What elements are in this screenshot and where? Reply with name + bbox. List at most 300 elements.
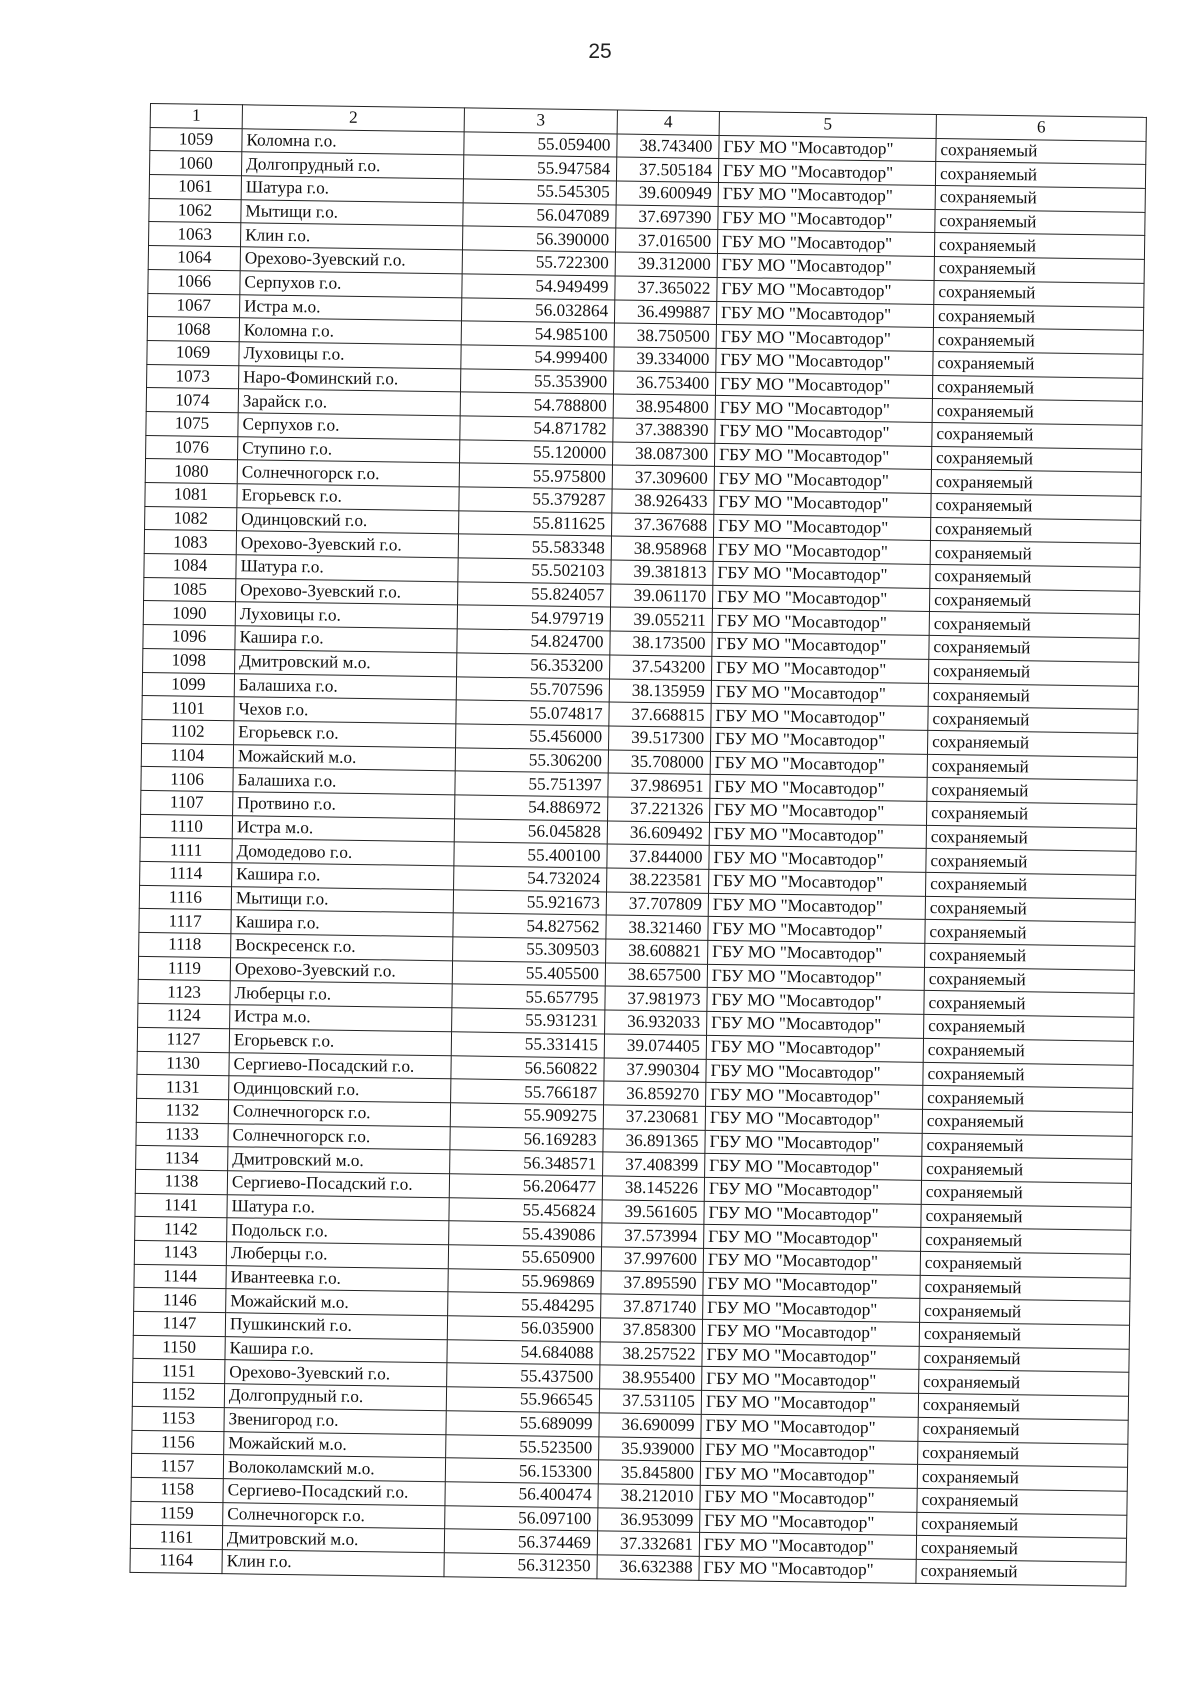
cell-latitude: 55.722300	[462, 250, 615, 276]
cell-row-number: 1152	[132, 1383, 224, 1408]
cell-longitude: 39.312000	[615, 252, 717, 277]
cell-row-number: 1164	[130, 1548, 222, 1573]
cell-organization: ГБУ МО "Мосавтодор"	[714, 467, 931, 494]
cell-latitude: 54.788800	[460, 392, 613, 418]
cell-municipality: Люберцы г.о.	[226, 1242, 448, 1269]
cell-status: сохраняемый	[916, 1559, 1126, 1586]
cell-status: сохраняемый	[918, 1393, 1128, 1420]
cell-municipality: Луховицы г.о.	[235, 602, 457, 629]
cell-status: сохраняемый	[932, 375, 1142, 402]
cell-municipality: Истра м.о.	[230, 1005, 452, 1032]
cell-status: сохраняемый	[925, 896, 1135, 923]
cell-municipality: Можайский м.о.	[233, 744, 455, 771]
cell-longitude: 37.858300	[600, 1318, 702, 1343]
cell-row-number: 1144	[134, 1264, 226, 1289]
cell-status: сохраняемый	[926, 849, 1136, 876]
cell-longitude: 38.743400	[617, 134, 719, 159]
cell-latitude: 55.437500	[447, 1363, 600, 1389]
cell-row-number: 1106	[141, 767, 233, 792]
cell-status: сохраняемый	[927, 754, 1137, 781]
cell-organization: ГБУ МО "Мосавтодор"	[701, 1414, 918, 1441]
cell-longitude: 36.753400	[613, 371, 715, 396]
cell-row-number: 1066	[148, 269, 240, 294]
cell-municipality: Ивантеевка г.о.	[226, 1265, 448, 1292]
cell-municipality: Одинцовский г.о.	[237, 507, 459, 534]
cell-longitude: 39.381813	[611, 560, 713, 585]
cell-municipality: Солнечногорск г.о.	[228, 1100, 450, 1127]
cell-municipality: Чехов г.о.	[234, 697, 456, 724]
cell-organization: ГБУ МО "Мосавтодор"	[705, 1130, 922, 1157]
cell-latitude: 55.059400	[464, 132, 617, 158]
cell-longitude: 39.074405	[604, 1034, 706, 1059]
cell-longitude: 37.997600	[601, 1247, 703, 1272]
cell-row-number: 1138	[135, 1169, 227, 1194]
cell-latitude: 54.985100	[461, 321, 614, 347]
cell-municipality: Одинцовский г.о.	[229, 1076, 451, 1103]
cell-longitude: 36.859270	[604, 1081, 706, 1106]
cell-row-number: 1147	[133, 1311, 225, 1336]
cell-organization: ГБУ МО "Мосавтодор"	[701, 1390, 918, 1417]
cell-organization: ГБУ МО "Мосавтодор"	[715, 419, 932, 446]
cell-municipality: Кашира г.о.	[225, 1336, 447, 1363]
cell-latitude: 55.545305	[463, 179, 616, 205]
cell-latitude: 55.400100	[454, 842, 607, 868]
cell-organization: ГБУ МО "Мосавтодор"	[709, 846, 926, 873]
cell-status: сохраняемый	[919, 1370, 1129, 1397]
cell-organization: ГБУ МО "Мосавтодор"	[714, 443, 931, 470]
cell-row-number: 1074	[146, 388, 238, 413]
cell-municipality: Ступино г.о.	[238, 436, 460, 463]
cell-organization: ГБУ МО "Мосавтодор"	[712, 609, 929, 636]
cell-organization: ГБУ МО "Мосавтодор"	[704, 1225, 921, 1252]
cell-latitude: 56.169283	[450, 1126, 603, 1152]
cell-status: сохраняемый	[921, 1180, 1131, 1207]
cell-organization: ГБУ МО "Мосавтодор"	[699, 1533, 916, 1560]
cell-row-number: 1156	[132, 1430, 224, 1455]
cell-organization: ГБУ МО "Мосавтодор"	[717, 254, 934, 281]
cell-latitude: 55.439086	[449, 1221, 602, 1247]
cell-municipality: Егорьевск г.о.	[237, 484, 459, 511]
cell-latitude: 55.811625	[459, 511, 612, 537]
cell-latitude: 55.306200	[455, 747, 608, 773]
cell-municipality: Серпухов г.о.	[238, 413, 460, 440]
cell-organization: ГБУ МО "Мосавтодор"	[703, 1296, 920, 1323]
cell-municipality: Шатура г.о.	[241, 176, 463, 203]
cell-latitude: 56.560822	[451, 1055, 604, 1081]
cell-row-number: 1111	[140, 838, 232, 863]
cell-row-number: 1123	[138, 980, 230, 1005]
cell-organization: ГБУ МО "Мосавтодор"	[716, 348, 933, 375]
cell-longitude: 37.871740	[601, 1294, 703, 1319]
cell-municipality: Дмитровский м.о.	[228, 1147, 450, 1174]
cell-row-number: 1085	[144, 577, 236, 602]
cell-longitude: 39.055211	[610, 607, 712, 632]
cell-latitude: 54.949499	[462, 274, 615, 300]
cell-municipality: Шатура г.о.	[227, 1194, 449, 1221]
cell-organization: ГБУ МО "Мосавтодор"	[718, 159, 935, 186]
cell-row-number: 1142	[135, 1217, 227, 1242]
cell-longitude: 38.257522	[600, 1342, 702, 1367]
cell-row-number: 1083	[144, 530, 236, 555]
cell-status: сохраняемый	[930, 517, 1140, 544]
cell-latitude: 56.035900	[447, 1316, 600, 1342]
cell-municipality: Долгопрудный г.о.	[241, 152, 463, 179]
cell-status: сохраняемый	[925, 920, 1135, 947]
cell-longitude: 36.632388	[597, 1555, 699, 1580]
cell-longitude: 37.543200	[610, 655, 712, 680]
cell-organization: ГБУ МО "Мосавтодор"	[707, 988, 924, 1015]
cell-row-number: 1110	[140, 814, 232, 839]
cell-row-number: 1151	[133, 1359, 225, 1384]
cell-longitude: 36.953099	[598, 1507, 700, 1532]
cell-organization: ГБУ МО "Мосавтодор"	[711, 680, 928, 707]
cell-latitude: 55.824057	[458, 582, 611, 608]
cell-status: сохраняемый	[923, 1086, 1133, 1113]
cell-longitude: 37.221326	[608, 797, 710, 822]
cell-row-number: 1107	[141, 790, 233, 815]
cell-status: сохраняемый	[935, 186, 1145, 213]
cell-organization: ГБУ МО "Мосавтодор"	[711, 704, 928, 731]
cell-longitude: 37.332681	[597, 1531, 699, 1556]
cell-row-number: 1116	[139, 885, 231, 910]
cell-status: сохраняемый	[929, 588, 1139, 615]
cell-organization: ГБУ МО "Мосавтодор"	[702, 1319, 919, 1346]
cell-longitude: 38.955400	[600, 1365, 702, 1390]
cell-municipality: Сергиево-Посадский г.о.	[227, 1171, 449, 1198]
cell-row-number: 1076	[146, 435, 238, 460]
cell-latitude: 56.348571	[450, 1150, 603, 1176]
cell-municipality: Орехово-Зуевский г.о.	[240, 247, 462, 274]
cell-row-number: 1064	[148, 246, 240, 271]
cell-status: сохраняемый	[929, 636, 1139, 663]
cell-longitude: 35.708000	[608, 750, 710, 775]
cell-municipality: Коломна г.о.	[239, 318, 461, 345]
cell-latitude: 56.045828	[454, 818, 607, 844]
cell-organization: ГБУ МО "Мосавтодор"	[709, 869, 926, 896]
cell-longitude: 36.609492	[607, 821, 709, 846]
cell-organization: ГБУ МО "Мосавтодор"	[710, 798, 927, 825]
cell-organization: ГБУ МО "Мосавтодор"	[709, 822, 926, 849]
cell-longitude: 37.531105	[599, 1389, 701, 1414]
cell-organization: ГБУ МО "Мосавтодор"	[700, 1485, 917, 1512]
cell-status: сохраняемый	[920, 1299, 1130, 1326]
cell-municipality: Кашира г.о.	[231, 910, 453, 937]
cell-municipality: Клин г.о.	[240, 223, 462, 250]
cell-longitude: 36.932033	[605, 1010, 707, 1035]
cell-longitude: 37.707809	[606, 892, 708, 917]
cell-municipality: Дмитровский м.о.	[235, 650, 457, 677]
cell-longitude: 38.321460	[606, 915, 708, 940]
cell-row-number: 1084	[144, 554, 236, 579]
cell-row-number: 1096	[143, 625, 235, 650]
cell-status: сохраняемый	[935, 209, 1145, 236]
cell-status: сохраняемый	[931, 493, 1141, 520]
cell-municipality: Кашира г.о.	[235, 626, 457, 653]
cell-row-number: 1143	[134, 1240, 226, 1265]
cell-organization: ГБУ МО "Мосавтодор"	[718, 206, 935, 233]
cell-row-number: 1104	[141, 743, 233, 768]
cell-latitude: 55.309503	[453, 937, 606, 963]
cell-latitude: 55.583348	[458, 534, 611, 560]
cell-municipality: Орехово-Зуевский г.о.	[230, 957, 452, 984]
cell-row-number: 1082	[145, 506, 237, 531]
cell-status: сохраняемый	[917, 1512, 1127, 1539]
cell-latitude: 55.931231	[452, 1008, 605, 1034]
cell-row-number: 1132	[136, 1098, 228, 1123]
cell-row-number: 1063	[149, 222, 241, 247]
cell-row-number: 1062	[149, 198, 241, 223]
cell-organization: ГБУ МО "Мосавтодор"	[719, 135, 936, 162]
cell-organization: ГБУ МО "Мосавтодор"	[712, 585, 929, 612]
cell-organization: ГБУ МО "Мосавтодор"	[708, 940, 925, 967]
cell-row-number: 1090	[143, 601, 235, 626]
cell-municipality: Зарайск г.о.	[238, 389, 460, 416]
cell-municipality: Домодедово г.о.	[232, 839, 454, 866]
cell-municipality: Подольск г.о.	[227, 1218, 449, 1245]
cell-longitude: 38.212010	[598, 1484, 700, 1509]
cell-municipality: Орехово-Зуевский г.о.	[236, 531, 458, 558]
cell-organization: ГБУ МО "Мосавтодор"	[700, 1462, 917, 1489]
cell-row-number: 1059	[150, 127, 242, 152]
cell-latitude: 55.074817	[456, 700, 609, 726]
cell-organization: ГБУ МО "Мосавтодор"	[716, 301, 933, 328]
cell-municipality: Мытищи г.о.	[231, 886, 453, 913]
cell-organization: ГБУ МО "Мосавтодор"	[714, 490, 931, 517]
cell-latitude: 55.657795	[452, 984, 605, 1010]
cell-status: сохраняемый	[930, 564, 1140, 591]
cell-longitude: 39.517300	[609, 726, 711, 751]
cell-longitude: 38.954800	[613, 394, 715, 419]
cell-row-number: 1114	[140, 861, 232, 886]
cell-longitude: 35.845800	[598, 1460, 700, 1485]
cell-latitude: 54.827562	[453, 913, 606, 939]
cell-status: сохраняемый	[922, 1109, 1132, 1136]
cell-row-number: 1075	[146, 411, 238, 436]
cell-status: сохраняемый	[917, 1488, 1127, 1515]
cell-row-number: 1158	[131, 1477, 223, 1502]
cell-row-number: 1080	[145, 459, 237, 484]
cell-longitude: 36.891365	[603, 1128, 705, 1153]
cell-municipality: Балашиха г.о.	[233, 768, 455, 795]
cell-latitude: 54.886972	[455, 795, 608, 821]
cell-longitude: 35.939000	[599, 1436, 701, 1461]
cell-row-number: 1161	[130, 1525, 222, 1550]
cell-organization: ГБУ МО "Мосавтодор"	[703, 1248, 920, 1275]
cell-municipality: Егорьевск г.о.	[229, 1029, 451, 1056]
cell-organization: ГБУ МО "Мосавтодор"	[710, 751, 927, 778]
cell-organization: ГБУ МО "Мосавтодор"	[707, 964, 924, 991]
cell-organization: ГБУ МО "Мосавтодор"	[702, 1343, 919, 1370]
cell-longitude: 37.388390	[613, 418, 715, 443]
cell-organization: ГБУ МО "Мосавтодор"	[713, 561, 930, 588]
cell-latitude: 56.374469	[444, 1529, 597, 1555]
cell-latitude: 55.502103	[458, 558, 611, 584]
cell-latitude: 56.153300	[445, 1458, 598, 1484]
cell-longitude: 37.016500	[615, 228, 717, 253]
cell-row-number: 1118	[139, 932, 231, 957]
cell-organization: ГБУ МО "Мосавтодор"	[716, 325, 933, 352]
cell-municipality: Истра м.о.	[240, 294, 462, 321]
cell-status: сохраняемый	[918, 1417, 1128, 1444]
cell-status: сохраняемый	[929, 612, 1139, 639]
cell-municipality: Воскресенск г.о.	[231, 934, 453, 961]
cell-row-number: 1133	[136, 1122, 228, 1147]
cell-status: сохраняемый	[927, 778, 1137, 805]
cell-municipality: Долгопрудный г.о.	[224, 1384, 446, 1411]
cell-longitude: 37.981973	[605, 986, 707, 1011]
cell-status: сохраняемый	[928, 659, 1138, 686]
cell-row-number: 1098	[143, 648, 235, 673]
cell-status: сохраняемый	[917, 1465, 1127, 1492]
cell-status: сохраняемый	[934, 280, 1144, 307]
cell-latitude: 54.732024	[454, 866, 607, 892]
cell-status: сохраняемый	[919, 1346, 1129, 1373]
cell-organization: ГБУ МО "Мосавтодор"	[715, 372, 932, 399]
cell-longitude: 37.408399	[603, 1152, 705, 1177]
cell-longitude: 37.895590	[601, 1271, 703, 1296]
cell-municipality: Можайский м.о.	[224, 1431, 446, 1458]
cell-row-number: 1081	[145, 482, 237, 507]
cell-row-number: 1069	[147, 340, 239, 365]
cell-status: сохраняемый	[927, 730, 1137, 757]
cell-organization: ГБУ МО "Мосавтодор"	[717, 277, 934, 304]
cell-municipality: Сергиево-Посадский г.о.	[229, 1052, 451, 1079]
cell-organization: ГБУ МО "Мосавтодор"	[712, 656, 929, 683]
cell-status: сохраняемый	[924, 967, 1134, 994]
cell-status: сохраняемый	[932, 399, 1142, 426]
cell-row-number: 1102	[142, 719, 234, 744]
cell-longitude: 39.061170	[611, 584, 713, 609]
cell-latitude: 55.650900	[448, 1245, 601, 1271]
cell-longitude: 37.309600	[612, 465, 714, 490]
cell-status: сохраняемый	[932, 422, 1142, 449]
cell-municipality: Солнечногорск г.о.	[223, 1502, 445, 1529]
cell-municipality: Солнечногорск г.о.	[228, 1123, 450, 1150]
cell-organization: ГБУ МО "Мосавтодор"	[706, 1059, 923, 1086]
cell-latitude: 56.353200	[457, 653, 610, 679]
cell-row-number: 1131	[137, 1075, 229, 1100]
cell-municipality: Мытищи г.о.	[241, 200, 463, 227]
cell-longitude: 37.573994	[602, 1223, 704, 1248]
cell-latitude: 56.390000	[462, 226, 615, 252]
cell-municipality: Протвино г.о.	[233, 792, 455, 819]
cell-status: сохраняемый	[920, 1251, 1130, 1278]
cell-organization: ГБУ МО "Мосавтодор"	[703, 1272, 920, 1299]
column-header: 3	[464, 108, 617, 134]
cell-status: сохраняемый	[933, 328, 1143, 355]
cell-organization: ГБУ МО "Мосавтодор"	[718, 183, 935, 210]
cell-status: сохраняемый	[922, 1157, 1132, 1184]
cell-latitude: 55.921673	[453, 890, 606, 916]
column-header: 5	[719, 111, 936, 138]
cell-organization: ГБУ МО "Мосавтодор"	[712, 633, 929, 660]
cell-latitude: 54.979719	[457, 605, 610, 631]
cell-row-number: 1067	[148, 293, 240, 318]
cell-status: сохраняемый	[931, 470, 1141, 497]
cell-latitude: 56.312350	[444, 1553, 597, 1579]
cell-latitude: 55.751397	[455, 771, 608, 797]
cell-row-number: 1073	[147, 364, 239, 389]
cell-municipality: Коломна г.о.	[242, 128, 464, 155]
cell-organization: ГБУ МО "Мосавтодор"	[711, 727, 928, 754]
cell-longitude: 37.230681	[603, 1105, 705, 1130]
cell-longitude: 38.657500	[605, 963, 707, 988]
cell-municipality: Луховицы г.о.	[239, 342, 461, 369]
cell-row-number: 1101	[142, 696, 234, 721]
cell-organization: ГБУ МО "Мосавтодор"	[704, 1177, 921, 1204]
cell-longitude: 38.087300	[612, 442, 714, 467]
cell-latitude: 55.966545	[446, 1387, 599, 1413]
cell-latitude: 55.456824	[449, 1197, 602, 1223]
cell-status: сохраняемый	[936, 138, 1146, 165]
cell-organization: ГБУ МО "Мосавтодор"	[705, 1154, 922, 1181]
cell-organization: ГБУ МО "Мосавтодор"	[708, 917, 925, 944]
cell-status: сохраняемый	[916, 1536, 1126, 1563]
cell-organization: ГБУ МО "Мосавтодор"	[708, 893, 925, 920]
cell-organization: ГБУ МО "Мосавтодор"	[707, 1011, 924, 1038]
cell-latitude: 55.707596	[456, 676, 609, 702]
cell-row-number: 1159	[131, 1501, 223, 1526]
cell-status: сохраняемый	[926, 825, 1136, 852]
cell-organization: ГБУ МО "Мосавтодор"	[713, 514, 930, 541]
column-header: 6	[936, 114, 1146, 141]
cell-municipality: Балашиха г.о.	[234, 673, 456, 700]
cell-latitude: 55.766187	[451, 1079, 604, 1105]
cell-status: сохраняемый	[933, 304, 1143, 331]
cell-status: сохраняемый	[921, 1228, 1131, 1255]
cell-municipality: Волоколамский м.о.	[223, 1455, 445, 1482]
cell-longitude: 36.499887	[614, 300, 716, 325]
cell-status: сохраняемый	[928, 683, 1138, 710]
cell-longitude: 37.697390	[616, 205, 718, 230]
cell-status: сохраняемый	[926, 801, 1136, 828]
cell-status: сохраняемый	[934, 257, 1144, 284]
cell-municipality: Дмитровский м.о.	[222, 1526, 444, 1553]
cell-organization: ГБУ МО "Мосавтодор"	[706, 1035, 923, 1062]
cell-latitude: 55.353900	[460, 368, 613, 394]
cell-status: сохраняемый	[919, 1322, 1129, 1349]
cell-status: сохраняемый	[921, 1204, 1131, 1231]
cell-latitude: 54.824700	[457, 629, 610, 655]
cell-longitude: 37.505184	[616, 157, 718, 182]
cell-municipality: Серпухов г.о.	[240, 271, 462, 298]
cell-municipality: Егорьевск г.о.	[234, 721, 456, 748]
cell-row-number: 1060	[150, 151, 242, 176]
cell-status: сохраняемый	[918, 1441, 1128, 1468]
cell-status: сохраняемый	[925, 943, 1135, 970]
cell-municipality: Шатура г.о.	[236, 555, 458, 582]
cell-longitude: 37.986951	[608, 773, 710, 798]
cell-status: сохраняемый	[922, 1133, 1132, 1160]
table-body	[130, 127, 1146, 1586]
column-header: 4	[617, 110, 719, 135]
cell-latitude: 55.969869	[448, 1268, 601, 1294]
cell-organization: ГБУ МО "Мосавтодор"	[700, 1509, 917, 1536]
cell-municipality: Сергиево-Посадский г.о.	[223, 1479, 445, 1506]
cell-longitude: 39.561605	[602, 1200, 704, 1225]
cell-organization: ГБУ МО "Мосавтодор"	[705, 1106, 922, 1133]
cell-status: сохраняемый	[924, 1015, 1134, 1042]
cell-longitude: 39.334000	[614, 347, 716, 372]
cell-longitude: 38.223581	[607, 868, 709, 893]
cell-status: сохраняемый	[923, 1062, 1133, 1089]
cell-status: сохраняемый	[934, 233, 1144, 260]
cell-longitude: 38.145226	[602, 1176, 704, 1201]
column-header: 2	[242, 105, 464, 132]
cell-municipality: Наро-Фоминский г.о.	[239, 365, 461, 392]
cell-row-number: 1141	[135, 1193, 227, 1218]
cell-latitude: 55.689099	[446, 1411, 599, 1437]
